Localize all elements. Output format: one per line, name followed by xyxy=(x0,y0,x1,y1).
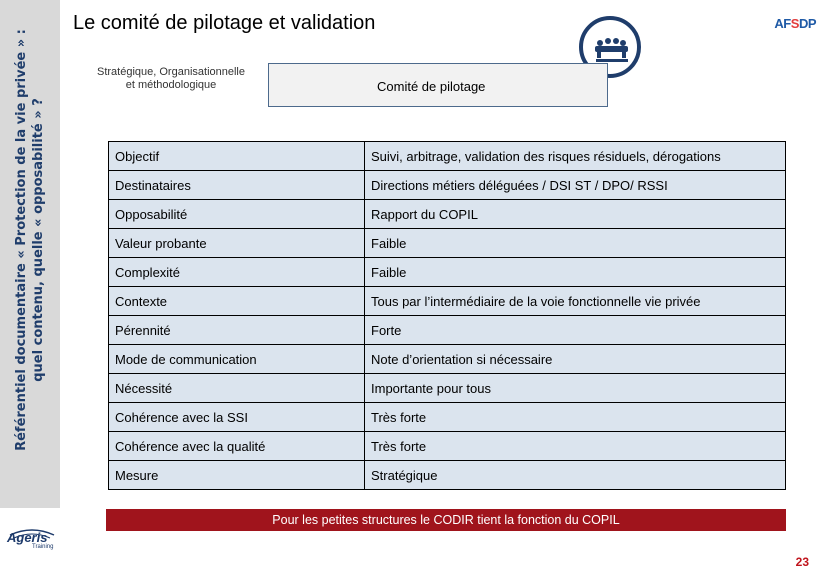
row-value: Stratégique xyxy=(365,461,786,490)
row-value: Rapport du COPIL xyxy=(365,200,786,229)
row-key: Mesure xyxy=(109,461,365,490)
row-key: Valeur probante xyxy=(109,229,365,258)
ageris-brand: Ageris xyxy=(7,530,48,545)
afsdp-logo xyxy=(774,16,816,31)
table-row xyxy=(109,432,786,461)
row-key: Objectif xyxy=(109,142,365,171)
table-row xyxy=(109,171,786,200)
table-row xyxy=(109,403,786,432)
row-value: Forte xyxy=(365,316,786,345)
row-value: Faible xyxy=(365,258,786,287)
row-value: Très forte xyxy=(365,403,786,432)
row-key: Destinataires xyxy=(109,171,365,200)
row-key: Cohérence avec la qualité xyxy=(109,432,365,461)
row-key: Nécessité xyxy=(109,374,365,403)
table-row xyxy=(109,142,786,171)
row-value: Très forte xyxy=(365,432,786,461)
logo-part-dp: DP xyxy=(798,16,816,31)
row-value: Directions métiers déléguées / DSI ST / DPO/ RSSI xyxy=(365,171,786,200)
row-value: Suivi, arbitrage, validation des risques résiduels, dérogations xyxy=(365,142,786,171)
row-key: Opposabilité xyxy=(109,200,365,229)
governance-level-line-2: et méthodologique xyxy=(125,79,217,91)
row-key: Pérennité xyxy=(109,316,365,345)
ageris-brand-sub: Training xyxy=(32,544,54,550)
copil-box xyxy=(268,63,608,107)
governance-level xyxy=(74,66,268,92)
series-title-line-1: Référentiel documentaire « Protection de la vie privée » : xyxy=(14,29,29,451)
copil-label: Comité de pilotage xyxy=(377,79,486,94)
note-banner: Pour les petites structures le CODIR tient la fonction du COPIL xyxy=(106,509,786,531)
table-row xyxy=(109,374,786,403)
table-row xyxy=(109,229,786,258)
table-row xyxy=(109,200,786,229)
side-bar xyxy=(0,0,60,508)
table-row xyxy=(109,461,786,490)
row-key: Mode de communication xyxy=(109,345,365,374)
document-series-title xyxy=(13,10,47,470)
row-value: Faible xyxy=(365,229,786,258)
page-number: 23 xyxy=(795,555,809,569)
logo-part-af: AF xyxy=(774,16,791,31)
row-value: Tous par l’intermédiaire de la voie fonctionnelle vie privée xyxy=(365,287,786,316)
row-key: Complexité xyxy=(109,258,365,287)
table-row xyxy=(109,287,786,316)
table-row xyxy=(109,316,786,345)
row-key: Cohérence avec la SSI xyxy=(109,403,365,432)
characteristics-table xyxy=(108,141,786,490)
table-row xyxy=(109,258,786,287)
governance-level-line-1: Stratégique, Organisationnelle xyxy=(97,66,245,78)
row-value: Note d’orientation si nécessaire xyxy=(365,345,786,374)
series-title-line-2: quel contenu, quelle « opposabilité » ? xyxy=(31,98,46,382)
table-row xyxy=(109,345,786,374)
row-key: Contexte xyxy=(109,287,365,316)
logo-part-s: S xyxy=(790,16,799,31)
row-value: Importante pour tous xyxy=(365,374,786,403)
slide-title: Le comité de pilotage et validation xyxy=(73,12,376,34)
